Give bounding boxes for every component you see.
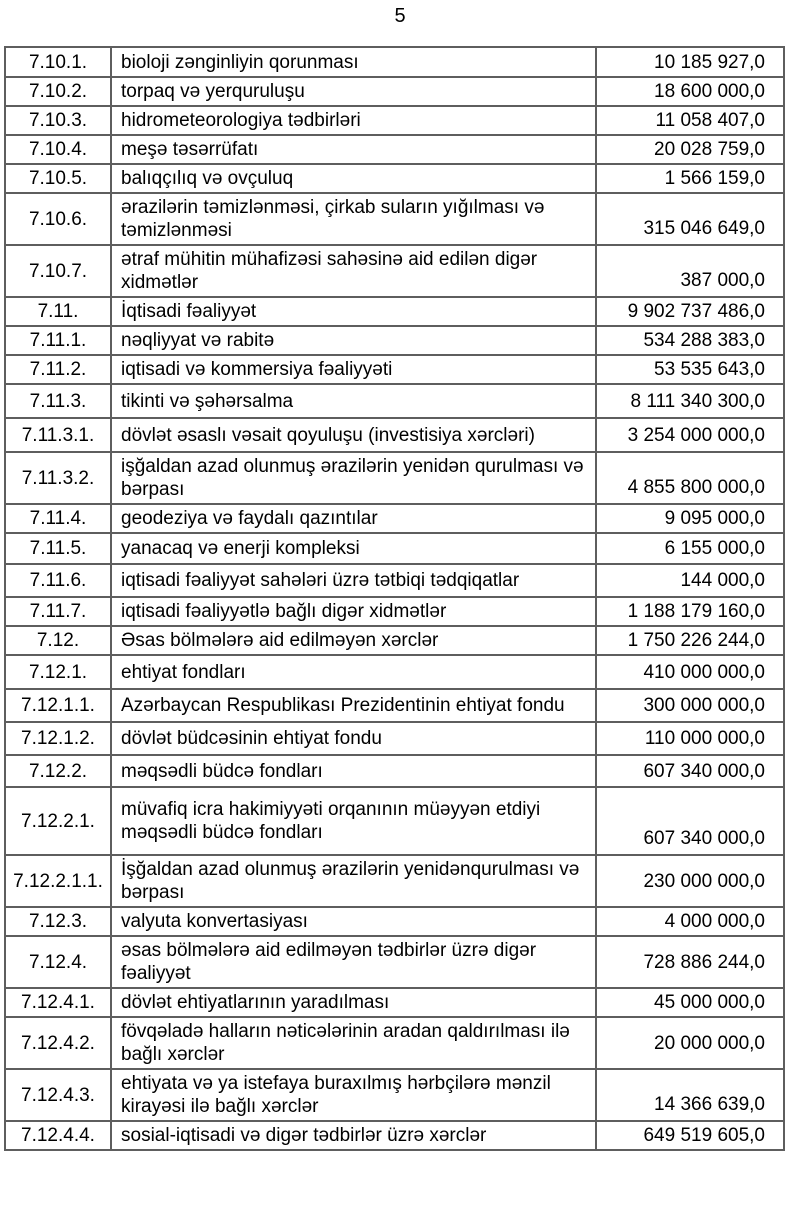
code-cell: 7.12. bbox=[5, 626, 111, 655]
description-cell: Azərbaycan Respublikası Prezidentinin ehtiyat fondu bbox=[111, 689, 596, 722]
amount-cell: 300 000 000,0 bbox=[596, 689, 784, 722]
amount-cell: 6 155 000,0 bbox=[596, 533, 784, 564]
code-cell: 7.11.3.2. bbox=[5, 452, 111, 504]
budget-table-body bbox=[5, 47, 784, 1150]
code-cell: 7.12.2. bbox=[5, 755, 111, 787]
description-cell: fövqəladə halların nəticələrinin aradan qaldırılması ilə bağlı xərclər bbox=[111, 1017, 596, 1069]
table-row bbox=[5, 47, 784, 77]
code-cell: 7.10.5. bbox=[5, 164, 111, 193]
table-row bbox=[5, 106, 784, 135]
code-cell: 7.12.3. bbox=[5, 907, 111, 936]
description-cell: dövlət büdcəsinin ehtiyat fondu bbox=[111, 722, 596, 755]
code-cell: 7.10.1. bbox=[5, 47, 111, 77]
amount-cell: 20 000 000,0 bbox=[596, 1017, 784, 1069]
description-cell: ehtiyat fondları bbox=[111, 655, 596, 689]
amount-cell: 3 254 000 000,0 bbox=[596, 418, 784, 452]
description-cell: iqtisadi fəaliyyətlə bağlı digər xidmətlər bbox=[111, 597, 596, 626]
code-cell: 7.12.2.1. bbox=[5, 787, 111, 855]
description-cell: işğaldan azad olunmuş ərazilərin yenidən qurulması və bərpası bbox=[111, 452, 596, 504]
description-cell: balıqçılıq və ovçuluq bbox=[111, 164, 596, 193]
table-row bbox=[5, 384, 784, 418]
amount-cell: 10 185 927,0 bbox=[596, 47, 784, 77]
amount-cell: 14 366 639,0 bbox=[596, 1069, 784, 1121]
description-cell: dövlət ehtiyatlarının yaradılması bbox=[111, 988, 596, 1017]
table-row bbox=[5, 626, 784, 655]
description-cell: əsas bölmələrə aid edilməyən tədbirlər üzrə digər fəaliyyət bbox=[111, 936, 596, 988]
code-cell: 7.12.2.1.1. bbox=[5, 855, 111, 907]
code-cell: 7.11.7. bbox=[5, 597, 111, 626]
table-row bbox=[5, 1069, 784, 1121]
amount-cell: 110 000 000,0 bbox=[596, 722, 784, 755]
description-cell: geodeziya və faydalı qazıntılar bbox=[111, 504, 596, 533]
amount-cell: 11 058 407,0 bbox=[596, 106, 784, 135]
amount-cell: 4 000 000,0 bbox=[596, 907, 784, 936]
table-row bbox=[5, 855, 784, 907]
code-cell: 7.12.4.3. bbox=[5, 1069, 111, 1121]
description-cell: İqtisadi fəaliyyət bbox=[111, 297, 596, 326]
description-cell: bioloji zənginliyin qorunması bbox=[111, 47, 596, 77]
description-cell: ərazilərin təmizlənməsi, çirkab suların yığılması və təmizlənməsi bbox=[111, 193, 596, 245]
amount-cell: 387 000,0 bbox=[596, 245, 784, 297]
table-row bbox=[5, 135, 784, 164]
amount-cell: 18 600 000,0 bbox=[596, 77, 784, 106]
table-row bbox=[5, 564, 784, 597]
budget-table bbox=[4, 46, 785, 1151]
table-row bbox=[5, 907, 784, 936]
code-cell: 7.11.4. bbox=[5, 504, 111, 533]
amount-cell: 144 000,0 bbox=[596, 564, 784, 597]
code-cell: 7.10.6. bbox=[5, 193, 111, 245]
amount-cell: 728 886 244,0 bbox=[596, 936, 784, 988]
code-cell: 7.10.3. bbox=[5, 106, 111, 135]
code-cell: 7.12.1. bbox=[5, 655, 111, 689]
code-cell: 7.11.5. bbox=[5, 533, 111, 564]
amount-cell: 20 028 759,0 bbox=[596, 135, 784, 164]
amount-cell: 607 340 000,0 bbox=[596, 755, 784, 787]
table-row bbox=[5, 164, 784, 193]
table-row bbox=[5, 418, 784, 452]
table-row bbox=[5, 77, 784, 106]
table-row bbox=[5, 597, 784, 626]
code-cell: 7.11.3. bbox=[5, 384, 111, 418]
amount-cell: 410 000 000,0 bbox=[596, 655, 784, 689]
amount-cell: 9 902 737 486,0 bbox=[596, 297, 784, 326]
code-cell: 7.12.1.2. bbox=[5, 722, 111, 755]
table-row bbox=[5, 755, 784, 787]
amount-cell: 607 340 000,0 bbox=[596, 787, 784, 855]
code-cell: 7.12.4.2. bbox=[5, 1017, 111, 1069]
table-row bbox=[5, 355, 784, 384]
description-cell: valyuta konvertasiyası bbox=[111, 907, 596, 936]
description-cell: Əsas bölmələrə aid edilməyən xərclər bbox=[111, 626, 596, 655]
amount-cell: 8 111 340 300,0 bbox=[596, 384, 784, 418]
code-cell: 7.12.4. bbox=[5, 936, 111, 988]
code-cell: 7.11.3.1. bbox=[5, 418, 111, 452]
description-cell: yanacaq və enerji kompleksi bbox=[111, 533, 596, 564]
table-row bbox=[5, 504, 784, 533]
description-cell: sosial-iqtisadi və digər tədbirlər üzrə xərclər bbox=[111, 1121, 596, 1150]
description-cell: İşğaldan azad olunmuş ərazilərin yenidənqurulması və bərpası bbox=[111, 855, 596, 907]
table-row bbox=[5, 655, 784, 689]
code-cell: 7.10.2. bbox=[5, 77, 111, 106]
code-cell: 7.11.2. bbox=[5, 355, 111, 384]
description-cell: ətraf mühitin mühafizəsi sahəsinə aid edilən digər xidmətlər bbox=[111, 245, 596, 297]
table-row bbox=[5, 936, 784, 988]
description-cell: iqtisadi və kommersiya fəaliyyəti bbox=[111, 355, 596, 384]
description-cell: ehtiyata və ya istefaya buraxılmış hərbçilərə mənzil kirayəsi ilə bağlı xərclər bbox=[111, 1069, 596, 1121]
amount-cell: 230 000 000,0 bbox=[596, 855, 784, 907]
table-row bbox=[5, 452, 784, 504]
description-cell: nəqliyyat və rabitə bbox=[111, 326, 596, 355]
description-cell: məqsədli büdcə fondları bbox=[111, 755, 596, 787]
description-cell: hidrometeorologiya tədbirləri bbox=[111, 106, 596, 135]
code-cell: 7.10.4. bbox=[5, 135, 111, 164]
table-row bbox=[5, 1121, 784, 1150]
amount-cell: 1 188 179 160,0 bbox=[596, 597, 784, 626]
code-cell: 7.10.7. bbox=[5, 245, 111, 297]
description-cell: meşə təsərrüfatı bbox=[111, 135, 596, 164]
table-row bbox=[5, 245, 784, 297]
code-cell: 7.12.1.1. bbox=[5, 689, 111, 722]
table-row bbox=[5, 787, 784, 855]
amount-cell: 1 750 226 244,0 bbox=[596, 626, 784, 655]
amount-cell: 649 519 605,0 bbox=[596, 1121, 784, 1150]
code-cell: 7.12.4.1. bbox=[5, 988, 111, 1017]
amount-cell: 315 046 649,0 bbox=[596, 193, 784, 245]
code-cell: 7.11.1. bbox=[5, 326, 111, 355]
table-row bbox=[5, 193, 784, 245]
code-cell: 7.11. bbox=[5, 297, 111, 326]
description-cell: dövlət əsaslı vəsait qoyuluşu (investisiya xərcləri) bbox=[111, 418, 596, 452]
table-row bbox=[5, 533, 784, 564]
table-row bbox=[5, 326, 784, 355]
code-cell: 7.12.4.4. bbox=[5, 1121, 111, 1150]
description-cell: müvafiq icra hakimiyyəti orqanının müəyyən etdiyi məqsədli büdcə fondları bbox=[111, 787, 596, 855]
amount-cell: 9 095 000,0 bbox=[596, 504, 784, 533]
table-row bbox=[5, 689, 784, 722]
description-cell: tikinti və şəhərsalma bbox=[111, 384, 596, 418]
table-row bbox=[5, 297, 784, 326]
description-cell: iqtisadi fəaliyyət sahələri üzrə tətbiqi tədqiqatlar bbox=[111, 564, 596, 597]
code-cell: 7.11.6. bbox=[5, 564, 111, 597]
page-number: 5 bbox=[394, 5, 406, 27]
table-row bbox=[5, 988, 784, 1017]
table-row bbox=[5, 1017, 784, 1069]
amount-cell: 1 566 159,0 bbox=[596, 164, 784, 193]
description-cell: torpaq və yerquruluşu bbox=[111, 77, 596, 106]
table-row bbox=[5, 722, 784, 755]
amount-cell: 53 535 643,0 bbox=[596, 355, 784, 384]
amount-cell: 4 855 800 000,0 bbox=[596, 452, 784, 504]
amount-cell: 534 288 383,0 bbox=[596, 326, 784, 355]
amount-cell: 45 000 000,0 bbox=[596, 988, 784, 1017]
